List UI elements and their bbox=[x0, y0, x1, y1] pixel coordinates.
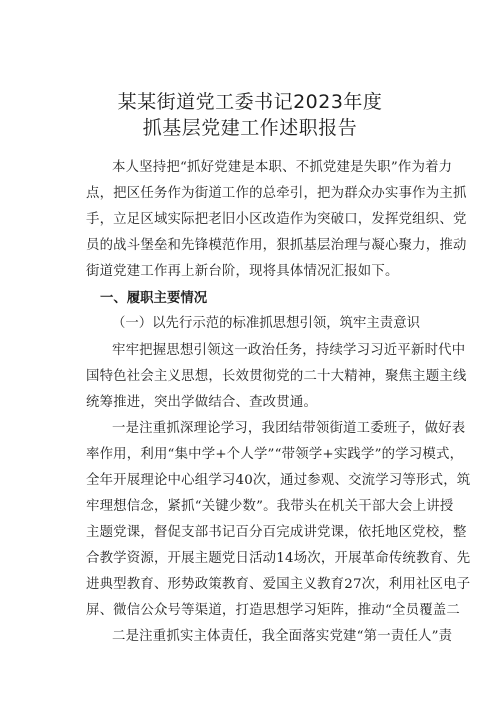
paragraph-line: 全年开展理论中心组学习40次，通过参观、交流学习等形式，筑 bbox=[86, 473, 471, 488]
paragraph-line: 合教学资源，开展主题党日活动14场次，开展革命传统教育、先 bbox=[86, 551, 471, 566]
paragraph-line: 街道党建工作再上新台阶，现将具体情况汇报如下。 bbox=[86, 264, 399, 279]
paragraph-line: 二是注重抓实主体责任，我全面落实党建“第一责任人”责 bbox=[112, 629, 453, 644]
subsection-heading: （一）以先行示范的标准抓思想引领，筑牢主责意识 bbox=[112, 316, 420, 331]
paragraph-line: 率作用，利用“集中学+个人学”“带领学+实践学”的学习模式， bbox=[86, 447, 464, 462]
paragraph-line: 屏、微信公众号等渠道，打造思想学习矩阵，推动“全员覆盖二 bbox=[86, 603, 460, 618]
paragraph-line: 本人坚持把“抓好党建是本职、不抓党建是失职”作为着力 bbox=[112, 160, 453, 175]
paragraph-line: 点，把区任务作为街道工作的总牵引，把为群众办实事作为主抓 bbox=[86, 186, 467, 201]
paragraph-line: 一是注重抓深理论学习，我团结带领街道工委班子，做好表 bbox=[112, 421, 466, 436]
paragraph-line: 牢牢把握思想引领这一政治任务，持续学习习近平新时代中 bbox=[112, 343, 466, 358]
paragraph-line: 进典型教育、形势政策教育、爱国主义教育27次，利用社区电子 bbox=[86, 577, 471, 592]
document-title-line-2: 抓基层党建工作述职报告 bbox=[142, 117, 358, 139]
paragraph-line: 手，立足区域实际把老旧小区改造作为突破口，发挥党组织、党 bbox=[86, 212, 467, 227]
paragraph-line: 员的战斗堡垒和先锋模范作用，狠抓基层治理与凝心聚力，推动 bbox=[86, 238, 467, 253]
paragraph-line: 统筹推进，突出学做结合、查改贯通。 bbox=[86, 395, 318, 410]
paragraph-line: 国特色社会主义思想，长效贯彻党的二十大精神，聚焦主题主线 bbox=[86, 369, 467, 384]
paragraph-line: 主题党课，督促支部书记百分百完成讲党课，依托地区党校，整 bbox=[86, 525, 467, 540]
document-title-line-1: 某某街道党工委书记2023年度 bbox=[117, 91, 383, 113]
section-heading: 一、履职主要情况 bbox=[100, 291, 208, 306]
paragraph-line: 牢理想信念，紧抓“关键少数”。我带头在机关干部大会上讲授 bbox=[86, 499, 454, 514]
